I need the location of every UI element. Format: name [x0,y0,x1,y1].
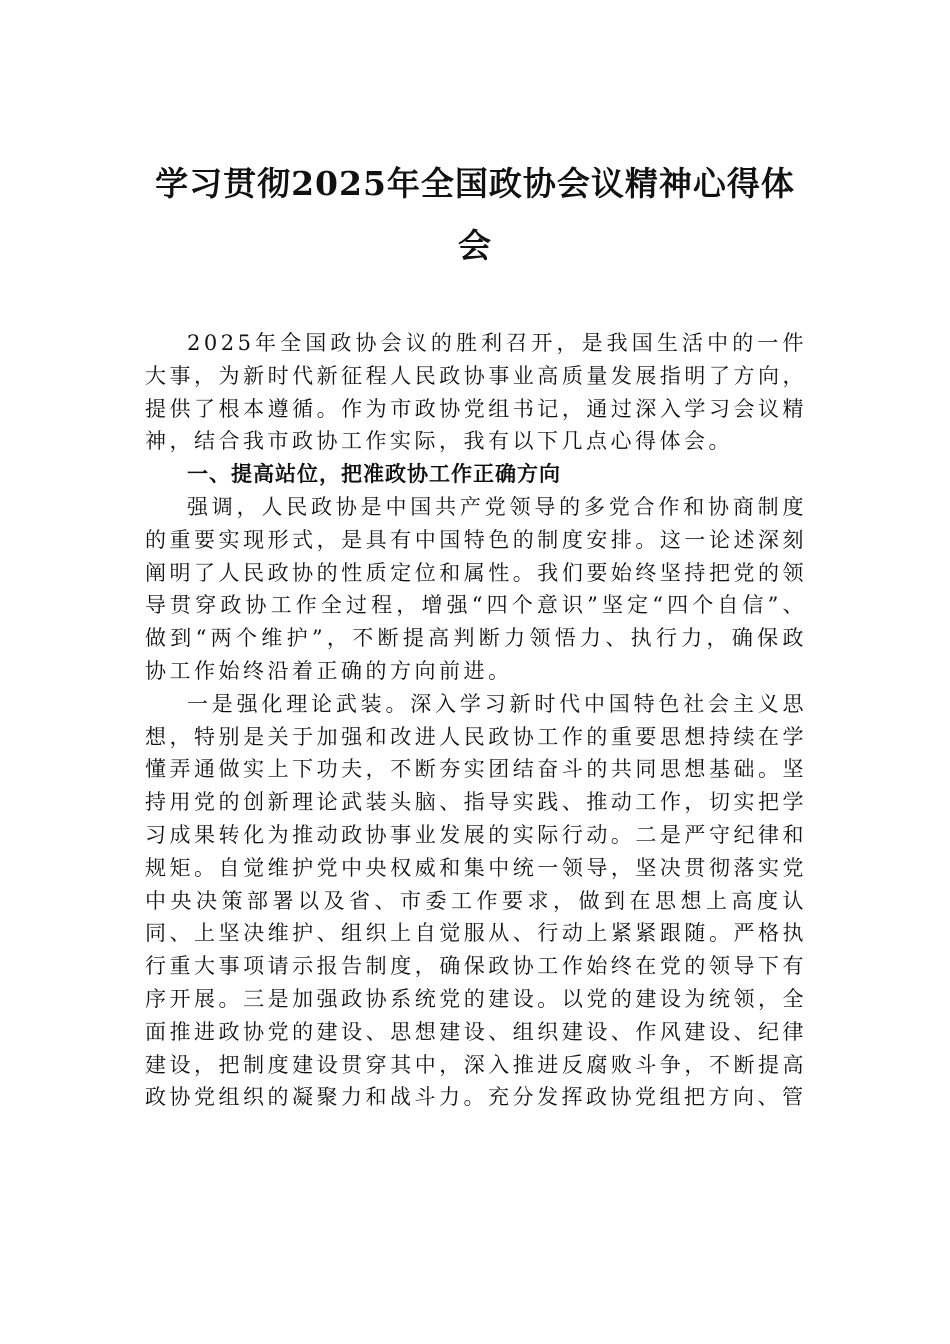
document-body [145,327,807,1114]
paragraph-measures: 一是强化理论武装。深入学习新时代中国特色社会主义思想，特别是关于加强和改进人民政协工作的重要思想持续在学懂弄通做实上下功夫，不断夯实团结奋斗的共同思想基础。坚持用党的创新理论武装头脑、指导实践、推动工作，切实把学习成果转化为推动政协事业发展的实际行动。二是严守纪律和规矩。自觉维护党中央权威和集中统一领导，坚决贯彻落实党中央决策部署以及省、市委工作要求，做到在思想上高度认同、上坚决维护、组织上自觉服从、行动上紧紧跟随。严格执行重大事项请示报告制度，确保政协工作始终在党的领导下有序开展。三是加强政协系统党的建设。以党的建设为统领，全面推进政协党的建设、思想建设、组织建设、作风建设、纪律建设，把制度建设贯穿其中，深入推进反腐败斗争，不断提高政协党组织的凝聚力和战斗力。充分发挥政协党组把方向、管 [145,691,807,1110]
paragraph-intro: 2025年全国政协会议的胜利召开，是我国生活中的一件大事，为新时代新征程人民政协事业高质量发展指明了方向，提供了根本遵循。作为市政协党组书记，通过深入学习会议精神，结合我市政协工作实际，我有以下几点心得体会。 [145,331,807,454]
section-heading: 一、提高站位，把准政协工作正确方向 [187,462,561,487]
document-title: 学习贯彻2025年全国政协会议精神心得体会 [155,164,795,265]
paragraph-emphasis: 强调，人民政协是中国共产党领导的多党合作和协商制度的重要实现形式，是具有中国特色的制度安排。这一论述深刻阐明了人民政协的性质定位和属性。我们要始终坚持把党的领导贯穿政协工作全过程，增强“四个意识”坚定“四个自信”、做到“两个维护”，不断提高判断力领悟力、执行力，确保政协工作始终沿着正确的方向前进。 [145,494,807,683]
